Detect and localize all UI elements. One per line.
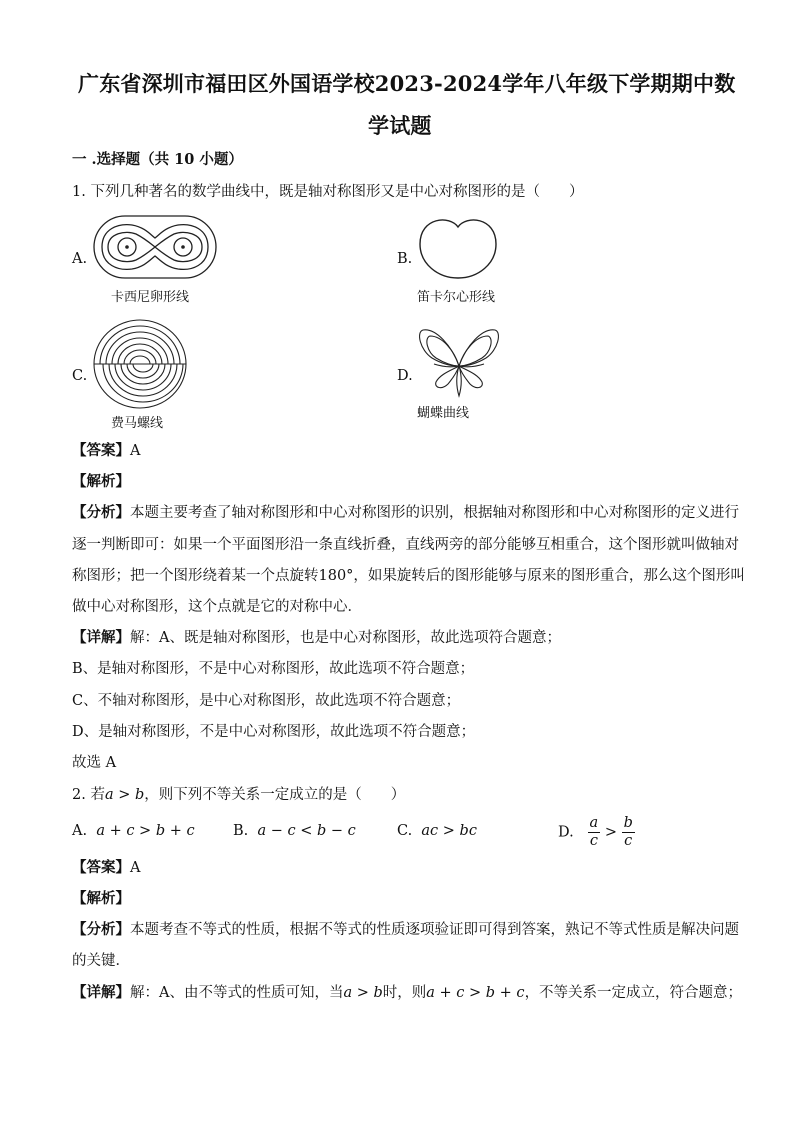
q1-xiangjie-tag: 【详解】 bbox=[72, 629, 130, 646]
q2-fenxi-text-1: 本题考查不等式的性质，根据不等式的性质逐项验证即可得到答案，熟记不等式性质是解决问题 bbox=[130, 922, 739, 938]
q1-answer-tag: 【答案】 bbox=[72, 442, 130, 459]
q1-fenxi-line-3: 称图形；把一个图形绕着某一个点旋转180°，如果旋转后的图形能够与原来的图形重合，那么这个图形叫 bbox=[72, 568, 745, 584]
q2-xiangjie-mid: 时，则 bbox=[382, 985, 427, 1001]
q2-stem bbox=[72, 785, 405, 805]
q2-stem-math: a > b bbox=[104, 787, 145, 803]
q2-stem-pre: 2. 若 bbox=[72, 787, 105, 803]
q2-fenxi-tag: 【分析】 bbox=[72, 921, 130, 938]
q1-option-a-caption: 卡西尼卵形线 bbox=[111, 290, 190, 305]
q1-xiangjie-line-4: D、是轴对称图形，不是中心对称图形，故此选项不符合题意； bbox=[72, 724, 476, 740]
q2-answer-value: A bbox=[130, 860, 141, 876]
frac-denominator: c bbox=[589, 833, 598, 849]
q1-fenxi-text-1: 本题主要考查了轴对称图形和中心对称图形的识别，根据轴对称图形和中心对称图形的定义进行 bbox=[130, 505, 739, 521]
q2-answer-line bbox=[72, 858, 140, 878]
q2-option-c-letter: C. bbox=[397, 823, 413, 839]
frac-denominator: c bbox=[624, 833, 633, 849]
q2-option-c bbox=[397, 821, 477, 841]
q2-xiangjie-pre: 解：A、由不等式的性质可知，当 bbox=[130, 985, 344, 1001]
cassini-oval-icon bbox=[92, 214, 218, 280]
q1-fenxi-line-2: 逐一判断即可：如果一个平面图形沿一条直线折叠，直线两旁的部分能够互相重合，这个图形就叫做轴对 bbox=[72, 537, 739, 553]
q2-option-a-letter: A. bbox=[72, 823, 88, 839]
q1-option-d-caption: 蝴蝶曲线 bbox=[417, 406, 470, 421]
fermat-spiral-icon bbox=[92, 318, 188, 410]
q2-fenxi-line-1 bbox=[72, 920, 739, 940]
page-title-line1: 广东省深圳市福田区外国语学校2023-2024学年八年级下学期期中数 bbox=[78, 71, 736, 96]
q1-option-b-caption: 笛卡尔心形线 bbox=[417, 290, 496, 305]
q1-option-b-letter: B. bbox=[397, 251, 413, 267]
q2-analysis-tag: 【解析】 bbox=[72, 890, 130, 907]
q2-option-d-relation: > bbox=[604, 824, 617, 841]
q1-option-c-letter: C. bbox=[72, 368, 88, 384]
q1-option-d-letter: D. bbox=[397, 368, 413, 384]
q1-fenxi-line-4: 做中心对称图形，这个点就是它的对称中心． bbox=[72, 599, 362, 615]
q2-fenxi-line-2: 的关键． bbox=[72, 953, 130, 969]
q2-option-b bbox=[233, 821, 356, 841]
q1-xiangjie-line-3: C、不轴对称图形，是中心对称图形，故此选项不符合题意； bbox=[72, 693, 461, 709]
q1-xiangjie-text-1: 解：A、既是轴对称图形，也是中心对称图形，故此选项符合题意； bbox=[130, 630, 561, 646]
q1-xiangjie-line-1 bbox=[72, 628, 561, 648]
q2-xiangjie-math-1: a > b bbox=[343, 985, 383, 1001]
q2-option-c-expr: ac > bc bbox=[421, 823, 477, 839]
q1-fenxi-line-1 bbox=[72, 503, 739, 523]
q1-option-a-letter: A. bbox=[72, 251, 88, 267]
frac-numerator: a bbox=[589, 815, 599, 831]
q2-xiangjie-math-2: a + c > b + c bbox=[426, 985, 525, 1001]
q2-answer-tag: 【答案】 bbox=[72, 859, 130, 876]
q2-option-b-letter: B. bbox=[233, 823, 249, 839]
q1-answer-value: A bbox=[130, 443, 141, 459]
q2-option-d-letter: D. bbox=[558, 824, 574, 841]
q1-answer-line bbox=[72, 441, 140, 461]
section-heading: 一 .选择题（共 10 小题） bbox=[72, 151, 243, 168]
q1-stem: 1. 下列几种著名的数学曲线中，既是轴对称图形又是中心对称图形的是（ ） bbox=[72, 184, 584, 200]
q2-xiangjie-tag: 【详解】 bbox=[72, 984, 130, 1001]
q1-xiangjie-line-2: B、是轴对称图形，不是中心对称图形，故此选项不符合题意； bbox=[72, 661, 475, 677]
q2-xiangjie-line-1 bbox=[72, 983, 742, 1003]
q2-stem-post: ，则下列不等关系一定成立的是（ ） bbox=[144, 787, 406, 803]
frac-numerator: b bbox=[623, 815, 633, 831]
butterfly-curve-icon bbox=[418, 326, 500, 398]
q1-fenxi-tag: 【分析】 bbox=[72, 504, 130, 521]
q2-xiangjie-post: ，不等关系一定成立，符合题意； bbox=[524, 985, 743, 1001]
page-title-line2: 学试题 bbox=[368, 113, 432, 138]
q1-xiangjie-line-5: 故选 A bbox=[72, 755, 117, 771]
q2-option-d-frac-right bbox=[622, 815, 635, 850]
q2-option-d-frac-left bbox=[588, 815, 601, 850]
q1-option-c-caption: 费马螺线 bbox=[111, 416, 164, 431]
q1-analysis-tag: 【解析】 bbox=[72, 473, 130, 490]
q2-option-a bbox=[72, 821, 195, 841]
q2-option-d bbox=[558, 815, 635, 850]
cardioid-icon bbox=[418, 214, 498, 280]
q2-option-b-expr: a − c < b − c bbox=[257, 823, 356, 839]
q2-option-a-expr: a + c > b + c bbox=[96, 823, 195, 839]
